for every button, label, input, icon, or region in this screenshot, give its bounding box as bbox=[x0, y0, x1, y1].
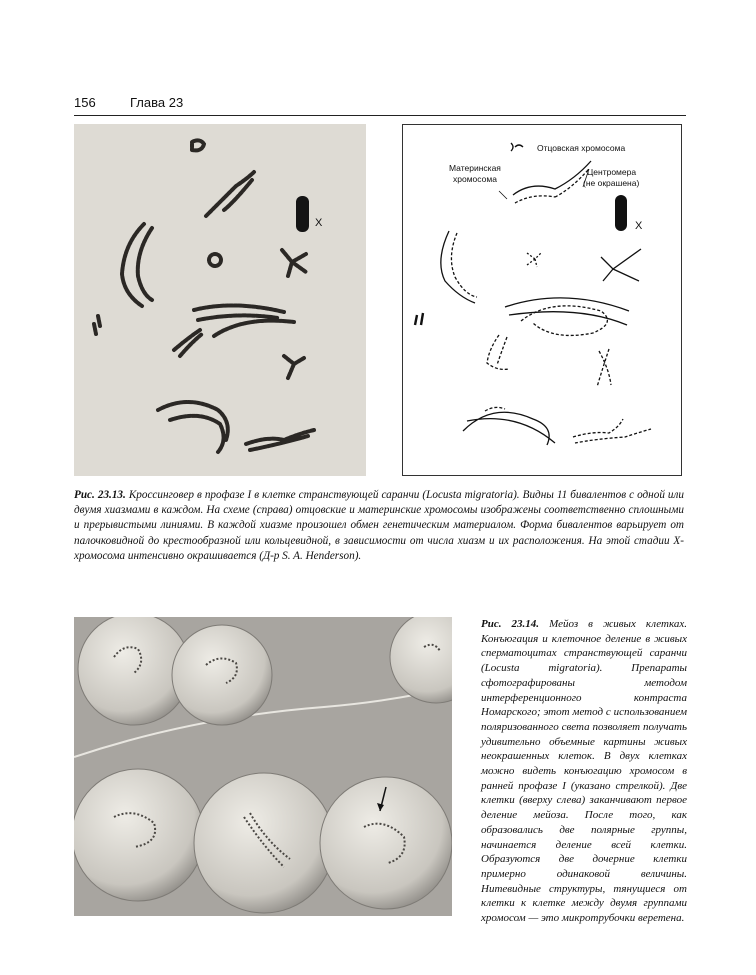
label-centromere-1: Центромера bbox=[587, 167, 637, 177]
schema-x-marker: X bbox=[635, 220, 643, 232]
caption-fig-23-14-label: Рис. 23.14. bbox=[481, 618, 540, 630]
micrograph-live-cells bbox=[74, 617, 452, 916]
micrograph-bivalents bbox=[74, 124, 366, 476]
page-number: 156 bbox=[74, 95, 96, 110]
caption-fig-23-13-text: Кроссинговер в профазе I в клетке странствующей саранчи (Locusta migratoria). Видны 11 бивалентов с одной или двумя хиазмами в каждом. На схеме (справа) отцовские и материнские хромосомы изображены соответственно сплошными и прерывистыми линиями. В каждой хиазме произошел обмен генетическим материалом. Форма бивалентов варьирует от палочковидной до крестообразной или кольцевидной, в зависимости от числа хиазм и их расположения. На этой стадии X-хромосома интенсивно окрашивается (Д-р S. A. Henderson). bbox=[74, 489, 685, 562]
caption-fig-23-14 bbox=[481, 617, 687, 926]
caption-fig-23-13 bbox=[74, 488, 684, 564]
bivalent-schema bbox=[402, 124, 682, 476]
label-maternal-2: хромосома bbox=[453, 174, 497, 184]
page-header bbox=[74, 95, 686, 116]
label-paternal: Отцовская хромосома bbox=[537, 143, 626, 153]
chapter-title: Глава 23 bbox=[130, 95, 184, 110]
label-maternal-1: Материнская bbox=[449, 163, 501, 173]
caption-fig-23-14-text: Мейоз в живых клетках. Конъюгация и клеточное деление в живых сперматоцитах странствующей саранчи (Locusta migratoria). Препараты сфотографированы методом интерференционного контраста Номарского; этот метод с использованием поляризованного света позволяет получать удивительно объемные картины живых неокрашенных клеток. В двух клетках можно видеть конъюгацию хромосом в ранней профазе I (указано стрелкой). Две клетки (вверху слева) заканчивают первое деление мейоза. После того, как образовались две полярные группы, начинается деление всей клетки. Образуются две дочерние клетки примерно одинаковой величины. Нитевидные структуры, тянущиеся от клетки к клетке между двумя группами хромосом — это микротрубочки веретена. bbox=[481, 618, 687, 925]
label-centromere-2: (не окрашена) bbox=[583, 178, 640, 188]
x-chromosome-marker: X bbox=[315, 217, 323, 229]
caption-fig-23-13-label: Рис. 23.13. bbox=[74, 489, 126, 501]
